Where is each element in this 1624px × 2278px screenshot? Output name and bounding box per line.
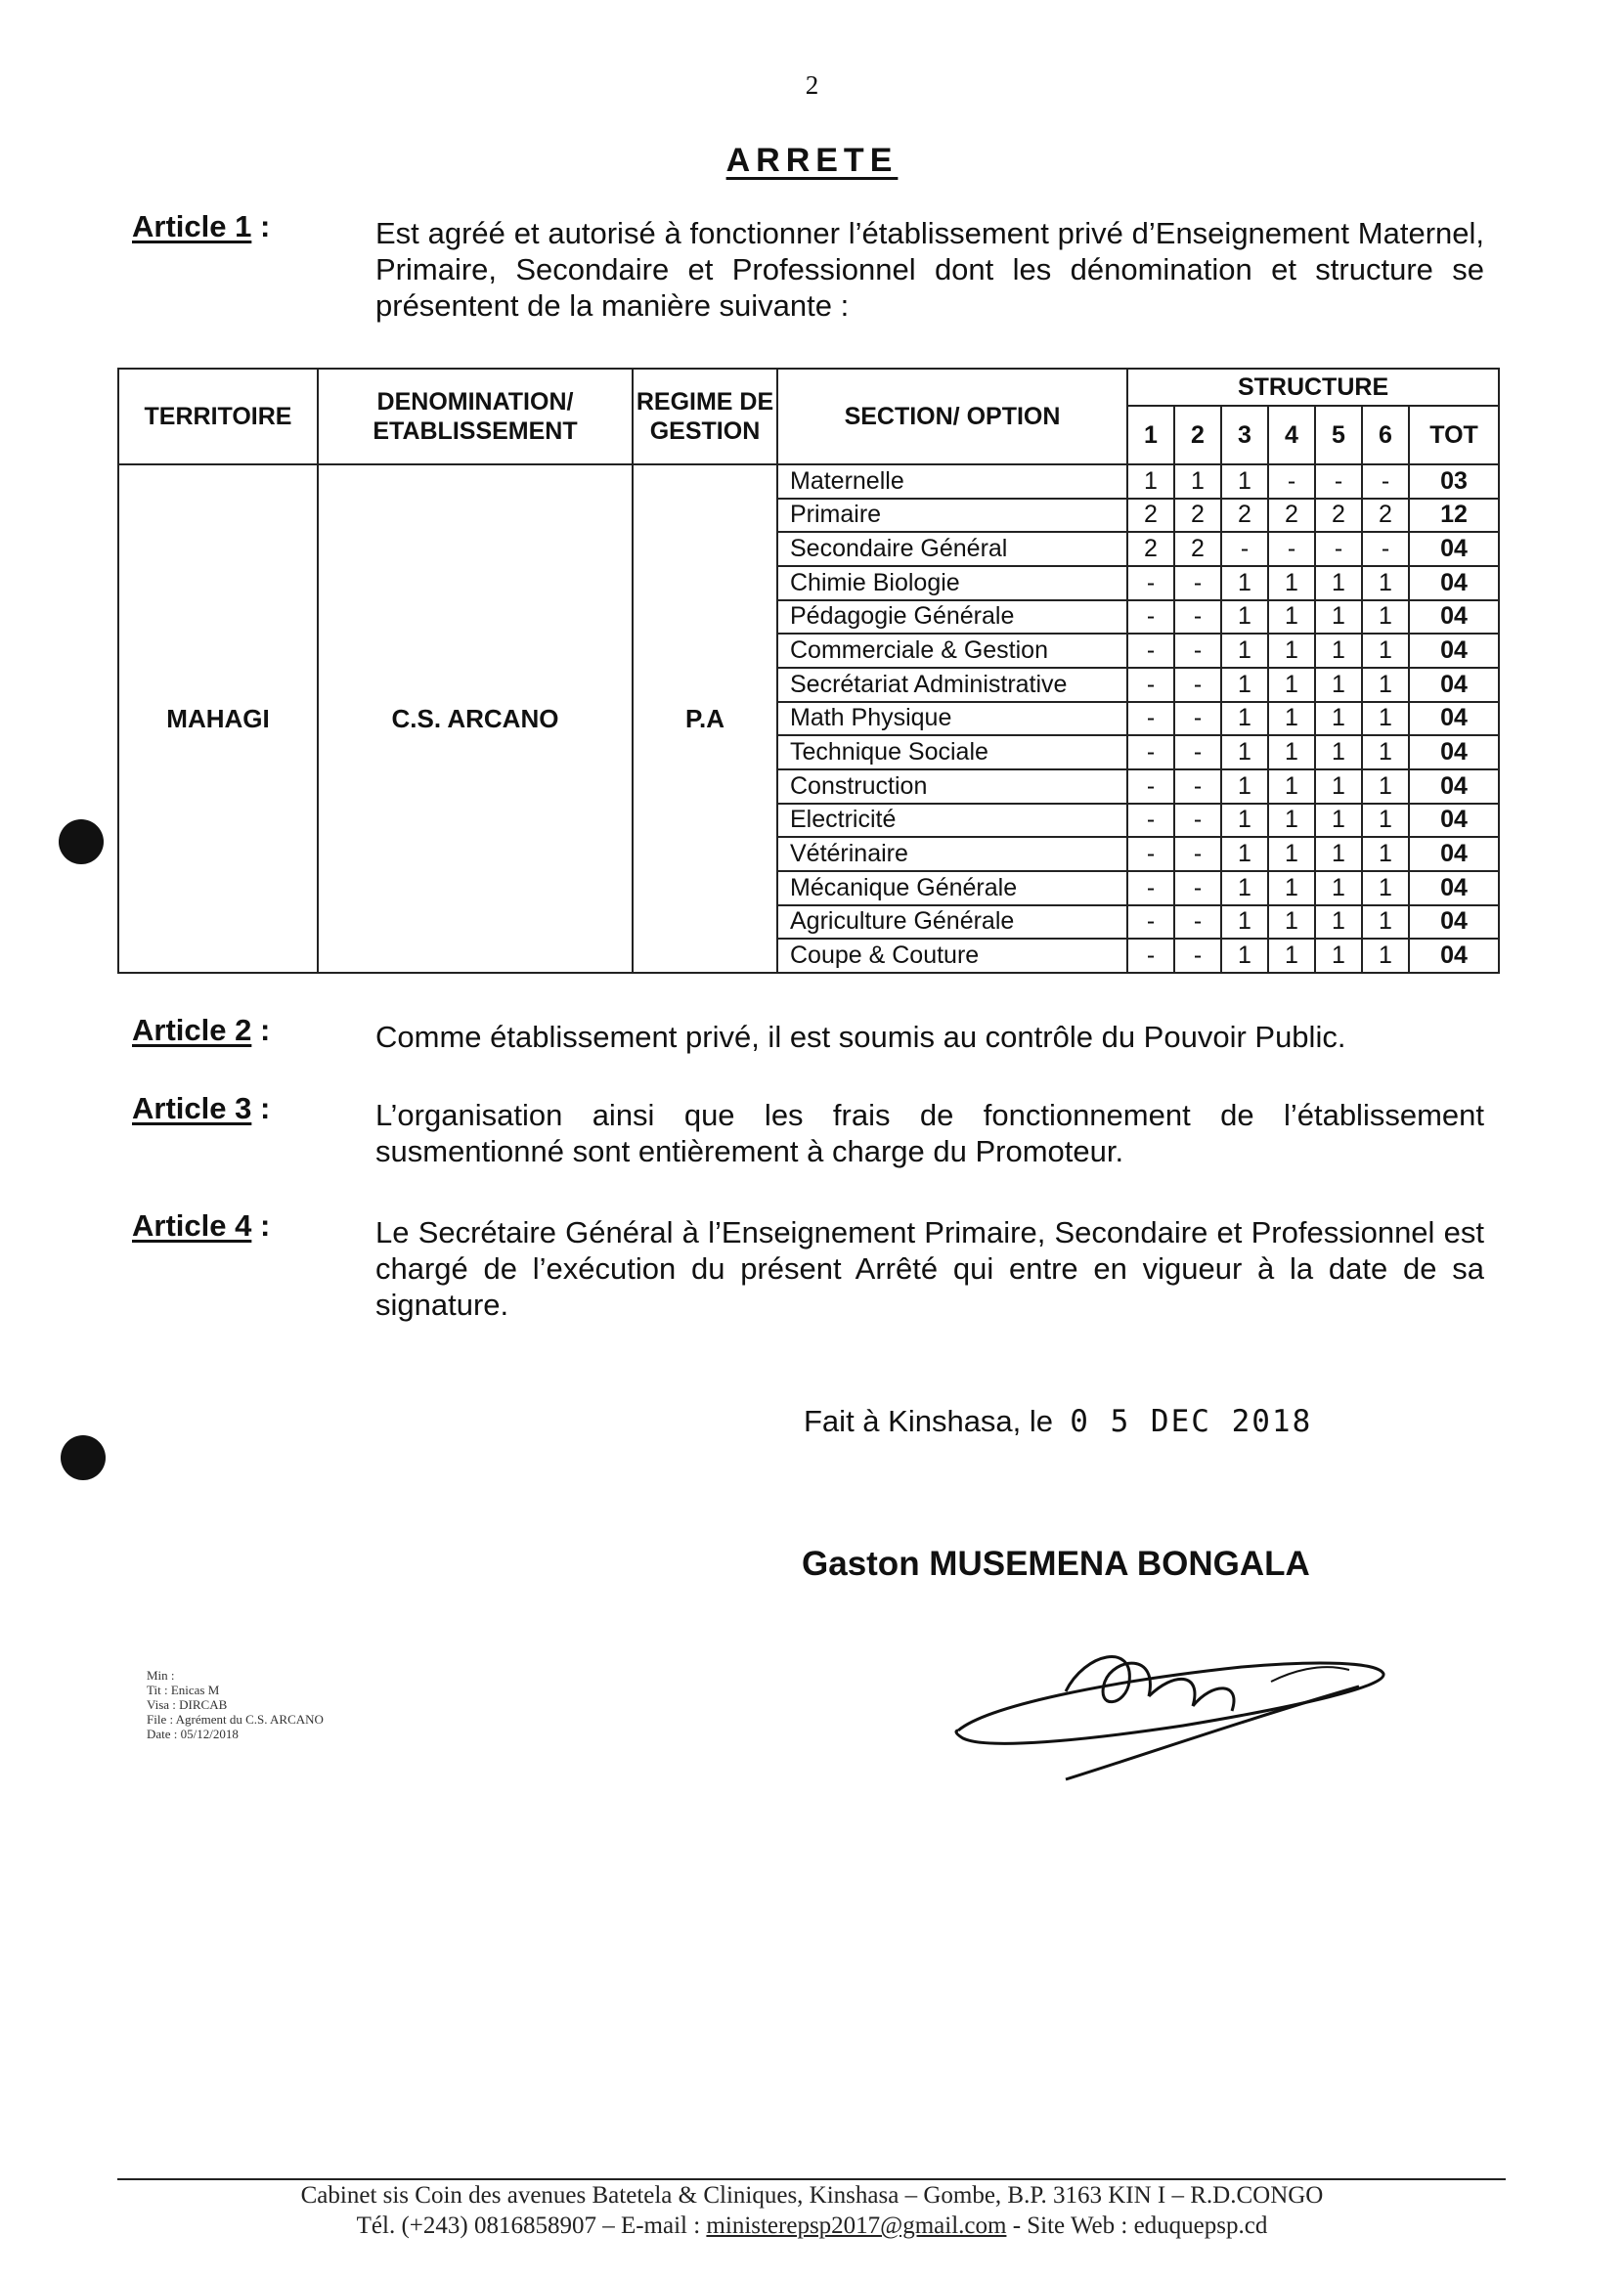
cell-level-5: 1 xyxy=(1315,735,1362,769)
cell-level-2: - xyxy=(1174,566,1221,600)
cell-option: Construction xyxy=(777,769,1127,804)
cell-level-5: 1 xyxy=(1315,837,1362,871)
cell-level-5: 1 xyxy=(1315,769,1362,804)
cell-total: 04 xyxy=(1409,702,1499,736)
cell-level-5: 1 xyxy=(1315,804,1362,838)
cell-level-5: 2 xyxy=(1315,499,1362,533)
header-regime: REGIME DE GESTION xyxy=(633,369,777,464)
document-title xyxy=(0,142,1624,180)
cell-level-1: - xyxy=(1127,702,1174,736)
cell-level-6: 1 xyxy=(1362,566,1409,600)
cell-level-2: - xyxy=(1174,634,1221,668)
cell-option: Math Physique xyxy=(777,702,1127,736)
cell-denomination: C.S. ARCANO xyxy=(318,464,633,973)
cell-level-4: 1 xyxy=(1268,634,1315,668)
cell-level-1: - xyxy=(1127,634,1174,668)
cell-level-2: - xyxy=(1174,668,1221,702)
cell-total: 04 xyxy=(1409,837,1499,871)
article-1-text: Est agréé et autorisé à fonctionner l’établissement privé d’Enseignement Maternel, Primaire, Secondaire et Professionnel dont les dénomination et structure se présentent de la manière suivante : xyxy=(375,216,1484,323)
header-col-6: 6 xyxy=(1362,406,1409,464)
cell-level-1: 1 xyxy=(1127,464,1174,499)
cell-option: Commerciale & Gestion xyxy=(777,634,1127,668)
cell-level-3: 1 xyxy=(1221,837,1268,871)
cell-level-3: 1 xyxy=(1221,939,1268,973)
page-number: 2 xyxy=(805,70,819,100)
signature-place-date: Fait à Kinshasa, le 0 5 DEC 2018 xyxy=(804,1404,1313,1439)
cell-level-4: 1 xyxy=(1268,769,1315,804)
cell-level-3: 1 xyxy=(1221,566,1268,600)
cell-level-5: 1 xyxy=(1315,905,1362,940)
cell-option: Technique Sociale xyxy=(777,735,1127,769)
cell-level-6: 1 xyxy=(1362,668,1409,702)
cell-level-2: - xyxy=(1174,804,1221,838)
cell-level-4: 1 xyxy=(1268,871,1315,905)
cell-level-3: - xyxy=(1221,532,1268,566)
reference-line: Min : xyxy=(147,1668,175,1683)
cell-level-1: 2 xyxy=(1127,499,1174,533)
cell-level-3: 1 xyxy=(1221,464,1268,499)
header-section: SECTION/ OPTION xyxy=(777,369,1127,464)
cell-option: Coupe & Couture xyxy=(777,939,1127,973)
cell-level-2: - xyxy=(1174,939,1221,973)
table-row xyxy=(118,464,1499,499)
cell-level-4: 2 xyxy=(1268,499,1315,533)
cell-level-1: - xyxy=(1127,905,1174,940)
cell-level-3: 1 xyxy=(1221,600,1268,635)
header-col-2: 2 xyxy=(1174,406,1221,464)
cell-level-1: 2 xyxy=(1127,532,1174,566)
cell-level-2: - xyxy=(1174,769,1221,804)
signer-name: Gaston MUSEMENA BONGALA xyxy=(802,1545,1310,1583)
cell-level-4: - xyxy=(1268,532,1315,566)
footer-rule xyxy=(117,2178,1506,2180)
cell-level-3: 1 xyxy=(1221,702,1268,736)
cell-option: Maternelle xyxy=(777,464,1127,499)
article-4-label: Article 4 : xyxy=(132,1208,271,1243)
reference-block xyxy=(147,1668,324,1741)
cell-level-6: 1 xyxy=(1362,804,1409,838)
punch-hole xyxy=(61,1435,106,1480)
cell-level-4: 1 xyxy=(1268,939,1315,973)
cell-level-5: 1 xyxy=(1315,600,1362,635)
cell-level-2: - xyxy=(1174,905,1221,940)
cell-level-2: 2 xyxy=(1174,532,1221,566)
cell-total: 04 xyxy=(1409,769,1499,804)
cell-level-5: - xyxy=(1315,532,1362,566)
cell-level-1: - xyxy=(1127,600,1174,635)
cell-option: Mécanique Générale xyxy=(777,871,1127,905)
cell-level-3: 1 xyxy=(1221,668,1268,702)
cell-level-2: - xyxy=(1174,837,1221,871)
cell-option: Pédagogie Générale xyxy=(777,600,1127,635)
handwritten-signature xyxy=(948,1613,1398,1809)
cell-level-5: 1 xyxy=(1315,634,1362,668)
cell-level-6: 1 xyxy=(1362,600,1409,635)
cell-total: 04 xyxy=(1409,939,1499,973)
footer-address: Cabinet sis Coin des avenues Batetela & Cliniques, Kinshasa – Gombe, B.P. 3163 KIN I – R.D.CONGO xyxy=(300,2182,1324,2209)
cell-option: Electricité xyxy=(777,804,1127,838)
cell-level-4: 1 xyxy=(1268,837,1315,871)
cell-option: Secondaire Général xyxy=(777,532,1127,566)
cell-level-4: - xyxy=(1268,464,1315,499)
cell-level-4: 1 xyxy=(1268,804,1315,838)
reference-line: File : Agrément du C.S. ARCANO xyxy=(147,1712,324,1727)
cell-level-3: 1 xyxy=(1221,905,1268,940)
cell-level-1: - xyxy=(1127,769,1174,804)
cell-total: 12 xyxy=(1409,499,1499,533)
cell-level-4: 1 xyxy=(1268,735,1315,769)
reference-line: Date : 05/12/2018 xyxy=(147,1727,239,1741)
cell-level-6: 1 xyxy=(1362,837,1409,871)
cell-level-6: 1 xyxy=(1362,905,1409,940)
cell-level-6: - xyxy=(1362,532,1409,566)
cell-territoire: MAHAGI xyxy=(118,464,318,973)
cell-level-4: 1 xyxy=(1268,600,1315,635)
article-4-text: Le Secrétaire Général à l’Enseignement Primaire, Secondaire et Professionnel est chargé de l’exécution du présent Arrêté qui entre en vigueur à la date de sa signature. xyxy=(375,1215,1484,1322)
cell-regime: P.A xyxy=(633,464,777,973)
cell-level-4: 1 xyxy=(1268,905,1315,940)
cell-total: 04 xyxy=(1409,668,1499,702)
structure-table xyxy=(117,368,1500,974)
cell-level-5: - xyxy=(1315,464,1362,499)
cell-level-6: 1 xyxy=(1362,702,1409,736)
cell-level-3: 1 xyxy=(1221,769,1268,804)
cell-level-2: 2 xyxy=(1174,499,1221,533)
cell-level-3: 1 xyxy=(1221,804,1268,838)
cell-total: 04 xyxy=(1409,532,1499,566)
header-col-tot: TOT xyxy=(1409,406,1499,464)
cell-level-5: 1 xyxy=(1315,939,1362,973)
header-col-4: 4 xyxy=(1268,406,1315,464)
cell-level-3: 1 xyxy=(1221,735,1268,769)
punch-hole xyxy=(59,819,104,864)
cell-total: 04 xyxy=(1409,634,1499,668)
header-denomination: DENOMINATION/ ETABLISSEMENT xyxy=(318,369,633,464)
cell-level-5: 1 xyxy=(1315,668,1362,702)
cell-level-1: - xyxy=(1127,837,1174,871)
article-2-label: Article 2 : xyxy=(132,1013,271,1047)
cell-level-3: 2 xyxy=(1221,499,1268,533)
cell-total: 04 xyxy=(1409,735,1499,769)
article-2-text: Comme établissement privé, il est soumis au contrôle du Pouvoir Public. xyxy=(375,1020,1346,1054)
cell-option: Agriculture Générale xyxy=(777,905,1127,940)
cell-total: 04 xyxy=(1409,905,1499,940)
reference-line: Tit : Enicas M xyxy=(147,1683,220,1697)
header-territoire: TERRITOIRE xyxy=(118,369,318,464)
cell-level-4: 1 xyxy=(1268,566,1315,600)
footer-email: ministerepsp2017@gmail.com xyxy=(706,2212,1007,2239)
cell-level-6: 1 xyxy=(1362,634,1409,668)
reference-line: Visa : DIRCAB xyxy=(147,1697,228,1712)
cell-total: 04 xyxy=(1409,600,1499,635)
cell-level-6: 1 xyxy=(1362,871,1409,905)
cell-level-6: 1 xyxy=(1362,735,1409,769)
article-3-label: Article 3 : xyxy=(132,1091,271,1125)
cell-level-1: - xyxy=(1127,668,1174,702)
cell-level-4: 1 xyxy=(1268,668,1315,702)
cell-level-3: 1 xyxy=(1221,871,1268,905)
header-col-3: 3 xyxy=(1221,406,1268,464)
cell-level-5: 1 xyxy=(1315,702,1362,736)
cell-total: 03 xyxy=(1409,464,1499,499)
cell-option: Primaire xyxy=(777,499,1127,533)
footer-contact: Tél. (+243) 0816858907 – E-mail : ministerepsp2017@gmail.com - Site Web : eduquepsp.cd xyxy=(356,2212,1268,2239)
cell-level-6: 1 xyxy=(1362,939,1409,973)
cell-level-5: 1 xyxy=(1315,871,1362,905)
cell-total: 04 xyxy=(1409,566,1499,600)
cell-level-1: - xyxy=(1127,939,1174,973)
cell-option: Secrétariat Administrative xyxy=(777,668,1127,702)
header-structure: STRUCTURE xyxy=(1127,369,1499,406)
header-col-5: 5 xyxy=(1315,406,1362,464)
cell-total: 04 xyxy=(1409,871,1499,905)
document-title-text: ARRETE xyxy=(725,142,899,179)
article-3-text: L’organisation ainsi que les frais de fonctionnement de l’établissement susmentionné sont entièrement à charge du Promoteur. xyxy=(375,1098,1484,1168)
cell-level-2: 1 xyxy=(1174,464,1221,499)
cell-level-2: - xyxy=(1174,600,1221,635)
cell-level-1: - xyxy=(1127,804,1174,838)
cell-level-2: - xyxy=(1174,871,1221,905)
cell-level-5: 1 xyxy=(1315,566,1362,600)
cell-level-1: - xyxy=(1127,871,1174,905)
cell-total: 04 xyxy=(1409,804,1499,838)
cell-level-3: 1 xyxy=(1221,634,1268,668)
cell-level-1: - xyxy=(1127,566,1174,600)
signature-date-stamp: 0 5 DEC 2018 xyxy=(1070,1404,1313,1439)
cell-option: Vétérinaire xyxy=(777,837,1127,871)
article-1-label: Article 1 : xyxy=(132,209,271,243)
cell-level-6: 1 xyxy=(1362,769,1409,804)
cell-level-2: - xyxy=(1174,702,1221,736)
cell-option: Chimie Biologie xyxy=(777,566,1127,600)
cell-level-1: - xyxy=(1127,735,1174,769)
cell-level-4: 1 xyxy=(1268,702,1315,736)
cell-level-6: 2 xyxy=(1362,499,1409,533)
cell-level-6: - xyxy=(1362,464,1409,499)
header-col-1: 1 xyxy=(1127,406,1174,464)
cell-level-2: - xyxy=(1174,735,1221,769)
